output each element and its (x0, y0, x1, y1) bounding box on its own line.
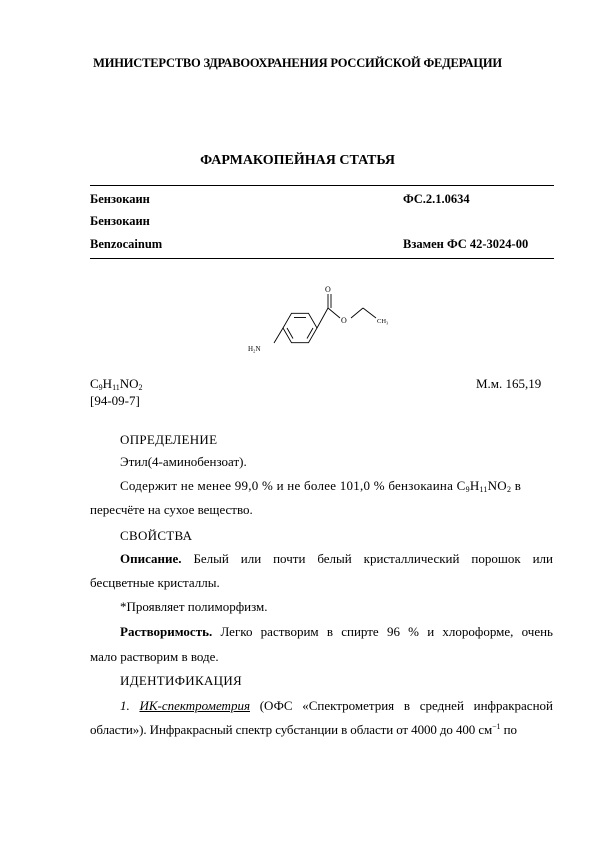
name-latin: Benzocainum (90, 237, 163, 251)
monograph-code: ФС.2.1.0634 (403, 192, 470, 206)
molecular-weight: М.м. 165,19 (476, 376, 542, 391)
name-ru-2: Бензокаин (90, 214, 150, 228)
definition-content: Содержит не менее 99,0 % и не более 101,0 % бензокаина $C_9H_{11}NO_2$ в (120, 478, 522, 494)
amine-bond (274, 328, 283, 343)
section-heading-definition: ОПРЕДЕЛЕНИЕ (120, 432, 218, 447)
ester-oxygen-label: O (341, 316, 347, 325)
name-ru-1: Бензокаин (90, 192, 150, 206)
molecular-formula: $C_9H_{11}NO_2$ (90, 376, 143, 392)
structural-formula (230, 280, 410, 360)
divider-top (90, 185, 554, 186)
ir-test-paragraph-cont: области»). Инфракрасный спектр субстанции в области от 4000 до 400 $см^{-1}$ по (90, 722, 517, 737)
carbonyl-oxygen-label: O (325, 285, 331, 294)
methyl-label: CH₃ (377, 318, 389, 325)
carbonyl-bond (317, 308, 328, 328)
replaces-note: Взамен ФС 42-3024-00 (403, 237, 529, 251)
description-paragraph: Описание. Белый или почти белый кристаллический порошок или (120, 551, 553, 566)
description-paragraph-cont: бесцветные кристаллы. (90, 575, 220, 590)
section-heading-identification: ИДЕНТИФИКАЦИЯ (120, 673, 242, 688)
definition-chemical-name: Этил(4-аминобензоат). (120, 454, 247, 469)
divider-bottom (90, 258, 554, 259)
section-heading-properties: СВОЙСТВА (120, 528, 193, 543)
definition-content-cont: пересчёте на сухое вещество. (90, 502, 253, 517)
polymorphism-note: *Проявляет полиморфизм. (120, 599, 268, 614)
document-title: ФАРМАКОПЕЙНАЯ СТАТЬЯ (200, 153, 395, 168)
ir-test-paragraph: 1. ИК-спектрометрия (ОФС «Спектрометрия в средней инфракрасной (120, 698, 553, 713)
solubility-paragraph: Растворимость. Легко растворим в спирте 96 % и хлороформе, очень (120, 624, 553, 639)
amine-label: H₂N (248, 345, 261, 353)
solubility-paragraph-cont: мало растворим в воде. (90, 649, 219, 664)
ministry-heading: МИНИСТЕРСТВО ЗДРАВООХРАНЕНИЯ РОССИЙСКОЙ ФЕДЕРАЦИИ (93, 56, 502, 70)
ester-bond (328, 308, 340, 318)
ethyl-bond-2 (363, 308, 376, 318)
ethyl-bond-1 (351, 308, 363, 318)
cas-number: [94-09-7] (90, 393, 140, 408)
